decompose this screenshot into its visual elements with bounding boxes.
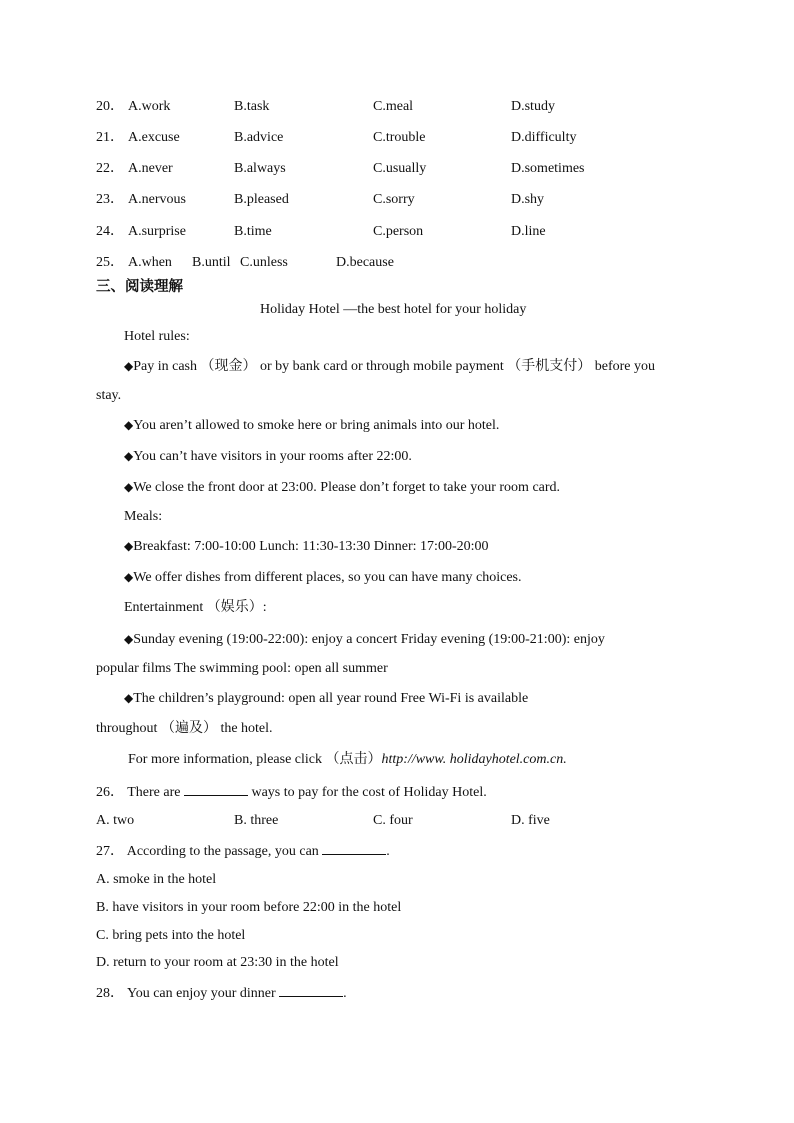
rule-item [124, 357, 655, 376]
option-c: C.unless [240, 255, 288, 270]
question-number: 26． [96, 785, 124, 800]
passage-title: Holiday Hotel —the best hotel for your holiday [260, 302, 527, 317]
question-number: 28． [96, 986, 124, 1001]
option-a: A.surprise [128, 224, 186, 239]
rule-item [124, 478, 560, 497]
more-info-text: For more information, please click （点击） [128, 752, 382, 767]
question-row [0, 129, 794, 147]
meal-item [124, 568, 522, 587]
rule-text: Pay in cash （现金） or by bank card or through mobile payment （手机支付） before you [133, 359, 656, 374]
option-c: C.usually [373, 161, 427, 176]
stem-text: ways to pay for the cost of Holiday Hotel. [251, 785, 487, 800]
option-c: C. bring pets into the hotel [96, 928, 246, 943]
bullet-diamond-icon: ◆ [124, 418, 134, 432]
option-d: D.because [336, 255, 394, 270]
option-d: D. return to your room at 23:30 in the hotel [96, 955, 339, 970]
question-row [0, 223, 794, 241]
question-row [0, 191, 794, 209]
entertainment-text-continued: popular films The swimming pool: open all summer [96, 661, 388, 676]
answer-blank[interactable] [279, 983, 343, 997]
question-26-stem [96, 782, 487, 802]
question-row-25 [0, 254, 794, 272]
entertainment-text: Sunday evening (19:00-22:00): enjoy a concert Friday evening (19:00-21:00): enjoy [133, 632, 605, 647]
answer-blank[interactable] [184, 782, 248, 796]
question-number: 23． [96, 192, 124, 207]
option-c: C.trouble [373, 130, 426, 145]
question-number: 21． [96, 130, 124, 145]
entertainment-item [124, 689, 528, 708]
stem-text: . [343, 986, 347, 1001]
bullet-diamond-icon: ◆ [124, 691, 134, 705]
rule-item [124, 447, 412, 466]
option-b: B.until [192, 255, 231, 270]
option-d: D.shy [511, 192, 545, 207]
rule-text: You can’t have visitors in your rooms after 22:00. [133, 449, 412, 464]
question-row [0, 160, 794, 178]
option-d: D.line [511, 224, 546, 239]
option-d: D.study [511, 99, 555, 114]
question-number: 25． [96, 255, 124, 270]
option-a: A.never [128, 161, 173, 176]
stem-text: . [386, 844, 390, 859]
option-c: C. four [373, 813, 413, 828]
hotel-website-link[interactable]: http://www. holidayhotel.com.cn. [381, 752, 567, 767]
rule-text-continued: stay. [96, 388, 122, 403]
stem-text: You can enjoy your dinner [126, 986, 276, 1001]
option-c: C.person [373, 224, 424, 239]
question-number: 27． [96, 844, 124, 859]
option-b: B.task [234, 99, 270, 114]
entertainment-heading: Entertainment （娱乐）: [124, 600, 267, 615]
rule-text: You aren’t allowed to smoke here or bring animals into our hotel. [133, 418, 500, 433]
meal-text: We offer dishes from different places, so you can have many choices. [133, 570, 522, 585]
bullet-diamond-icon: ◆ [124, 480, 134, 494]
option-a: A.nervous [128, 192, 186, 207]
bullet-diamond-icon: ◆ [124, 359, 134, 373]
option-a: A. smoke in the hotel [96, 872, 217, 887]
question-28-stem [96, 983, 347, 1003]
option-a: A.work [128, 99, 171, 114]
more-info-line [128, 751, 567, 769]
meal-item [124, 537, 489, 556]
bullet-diamond-icon: ◆ [124, 449, 134, 463]
option-a: A. two [96, 813, 135, 828]
question-27-stem [96, 841, 390, 861]
meals-heading: Meals: [124, 509, 163, 524]
option-d: D.difficulty [511, 130, 577, 145]
option-a: A.when [128, 255, 172, 270]
rule-item [124, 416, 499, 435]
meal-text: Breakfast: 7:00-10:00 Lunch: 11:30-13:30 Dinner: 17:00-20:00 [133, 539, 489, 554]
option-b: B. three [234, 813, 279, 828]
option-b: B.always [234, 161, 286, 176]
answer-blank[interactable] [322, 841, 386, 855]
rules-heading: Hotel rules: [124, 329, 190, 344]
bullet-diamond-icon: ◆ [124, 570, 134, 584]
question-number: 24． [96, 224, 124, 239]
rule-text: We close the front door at 23:00. Please don’t forget to take your room card. [133, 480, 561, 495]
option-b: B.pleased [234, 192, 289, 207]
entertainment-item [124, 630, 605, 649]
option-c: C.meal [373, 99, 414, 114]
entertainment-text-continued: throughout （遍及） the hotel. [96, 721, 273, 736]
stem-text: According to the passage, you can [126, 844, 319, 859]
option-b: B.time [234, 224, 272, 239]
option-b: B. have visitors in your room before 22:00 in the hotel [96, 900, 402, 915]
entertainment-text: The children’s playground: open all year round Free Wi-Fi is available [133, 691, 529, 706]
question-row [0, 98, 794, 116]
bullet-diamond-icon: ◆ [124, 539, 134, 553]
option-d: D.sometimes [511, 161, 585, 176]
section-title: 三、阅读理解 [96, 279, 183, 295]
question-26-options [0, 812, 794, 830]
option-d: D. five [511, 813, 550, 828]
option-a: A.excuse [128, 130, 180, 145]
option-c: C.sorry [373, 192, 415, 207]
stem-text: There are [127, 785, 181, 800]
question-number: 22． [96, 161, 124, 176]
question-number: 20． [96, 99, 124, 114]
bullet-diamond-icon: ◆ [124, 632, 134, 646]
option-b: B.advice [234, 130, 284, 145]
